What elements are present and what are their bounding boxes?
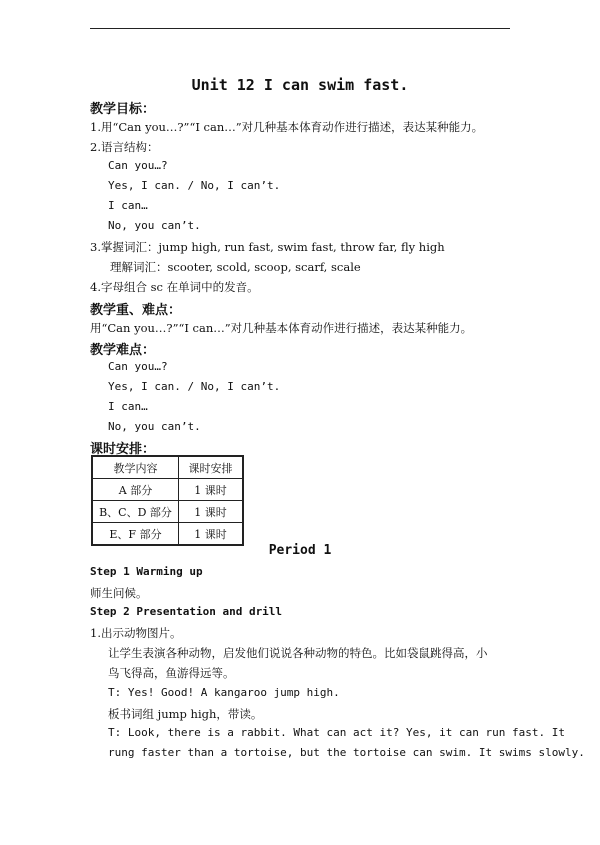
difficulty-line: Yes, I can. / No, I can’t.	[108, 380, 281, 393]
row-content: B、C、D 部分	[92, 501, 179, 523]
structure-line: Yes, I can. / No, I can’t.	[108, 179, 281, 192]
paragraph-line: 板书词组 jump high，带读。	[108, 707, 263, 721]
step2-item1: 1.出示动物图片。	[90, 626, 182, 640]
schedule-table	[91, 455, 244, 546]
period-title: Period 1	[268, 543, 332, 558]
row-content: A 部分	[92, 479, 179, 501]
step1-heading: Step 1 Warming up	[90, 565, 203, 578]
col-header-content: 教学内容	[92, 456, 179, 479]
row-periods: 1 课时	[179, 501, 244, 523]
table-row	[92, 523, 243, 546]
paragraph-line: 鸟飞得高，鱼游得远等。	[108, 666, 235, 680]
structure-line: No, you can’t.	[108, 219, 201, 232]
row-periods: 1 课时	[179, 523, 244, 546]
difficulty-line: I can…	[108, 400, 148, 413]
schedule-heading: 课时安排：	[90, 442, 156, 457]
table-row	[92, 479, 243, 501]
objective-3b: 理解词汇：scooter, scold, scoop, scarf, scale	[110, 260, 361, 274]
col-header-periods: 课时安排	[179, 456, 244, 479]
difficulty-line: Can you…?	[108, 360, 168, 373]
dialogue-line: T: Yes! Good! A kangaroo jump high.	[108, 686, 340, 699]
difficulties-heading: 教学难点：	[90, 343, 156, 358]
objective-2: 2.语言结构：	[90, 140, 159, 154]
objective-4: 4.字母组合 sc 在单词中的发音。	[90, 280, 259, 294]
page-title: Unit 12 I can swim fast.	[191, 76, 409, 94]
key-points-heading: 教学重、难点：	[90, 303, 182, 318]
structure-line: Can you…?	[108, 159, 168, 172]
row-content: E、F 部分	[92, 523, 179, 546]
objective-1: 1.用“Can you…?”“I can…”对几种基本体育动作进行描述，表达某种能力。	[90, 120, 484, 134]
dialogue-line: rung faster than a tortoise, but the tortoise can swim. It swims slowly.	[108, 746, 585, 759]
dialogue-line: T: Look, there is a rabbit. What can act it? Yes, it can run fast. It	[108, 726, 565, 739]
structure-line: I can…	[108, 199, 148, 212]
key-points-text: 用“Can you…?”“I can…”对几种基本体育动作进行描述，表达某种能力。	[90, 321, 473, 335]
difficulty-line: No, you can’t.	[108, 420, 201, 433]
step2-heading: Step 2 Presentation and drill	[90, 605, 283, 618]
header-rule	[90, 28, 510, 29]
row-periods: 1 课时	[179, 479, 244, 501]
objective-3: 3.掌握词汇：jump high, run fast, swim fast, throw far, fly high	[90, 240, 445, 254]
table-header-row	[92, 456, 243, 479]
step1-text: 师生问候。	[90, 586, 148, 600]
objectives-heading: 教学目标：	[90, 102, 156, 117]
table-row	[92, 501, 243, 523]
paragraph-line: 让学生表演各种动物，启发他们说说各种动物的特色。比如袋鼠跳得高，小	[108, 646, 488, 660]
